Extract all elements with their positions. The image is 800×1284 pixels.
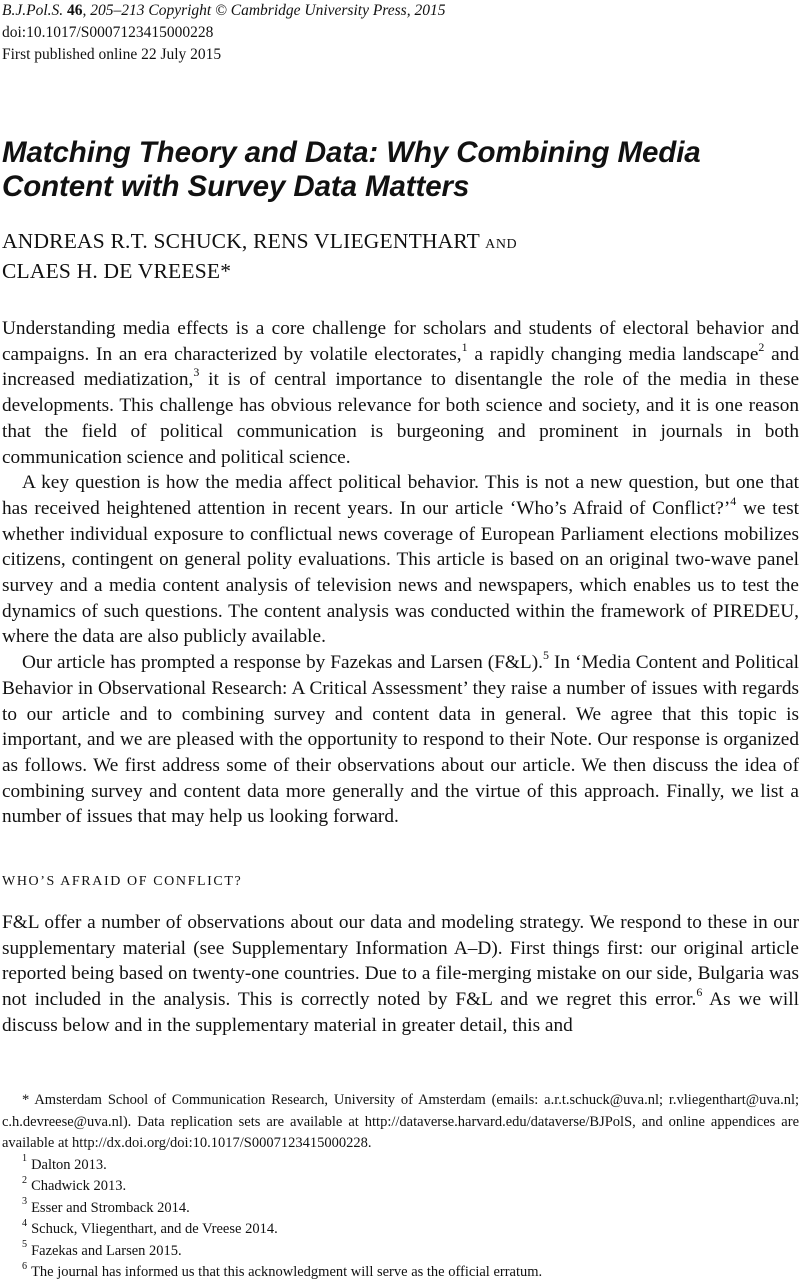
footnote-item	[22, 1198, 799, 1220]
paragraph-3: Our article has prompted a response by Fazekas and Larsen (F&L).$^5$ In ‘Media Content and Political Behavior in Observational Research: A Critical Assessment’ they raise a number of issues with regards to our article and to combining survey and content data in general. We agree that this topic is important, and we are pleased with the opportunity to respond to their Note. Our response is organized as follows. We first address some of their observations about our article. We then discuss the idea of combining survey and content data more generally and the virtue of this approach. Finally, we list a number of issues that may help us looking forward.	[2, 647, 799, 828]
paragraph-2: A key question is how the media affect political behavior. This is not a new question, but one that has received heightened attention in recent years. In our article ‘Who’s Afraid of Conflict?’$^4$ we test whether individual exposure to conflictual news coverage of European Parliament elections mobilizes citizens, contingent on general polity evaluations. This article is based on an original two-wave panel survey and a media content analysis of television news and newspapers, which enables us to test the dynamics of such questions. The content analysis was conducted within the framework of PIREDEU, where the data are also publicly available.	[2, 472, 799, 648]
footnote-text: Dalton 2013.	[31, 1156, 107, 1173]
running-header	[2, 0, 445, 66]
paragraph-4: F&L offer a number of observations about our data and modeling strategy. We respond to these in our supplementary material (see Supplementary Information A–D). First things first: our original article reported being based on twenty-one countries. Due to a file-merging mistake on our side, Bulgaria was not included in the analysis. This is correctly noted by F&L and we regret this error.$^6$ As we will discuss below and in the supplementary material in greater detail, this and	[2, 912, 799, 1036]
doi-line[interactable]: doi:10.1017/S0007123415000228	[2, 24, 214, 41]
title-line-1: Matching Theory and Data: Why Combining Media	[2, 136, 701, 169]
article-body	[2, 316, 799, 830]
footnote-number: 1	[22, 1153, 28, 1165]
author-list	[2, 228, 798, 284]
footnote-item	[22, 1241, 799, 1263]
journal-citation-line	[2, 0, 445, 22]
footnote-number: 4	[22, 1217, 28, 1229]
footnote-ref-2[interactable]: 2	[758, 339, 765, 354]
footnote-text: The journal has informed us that this acknowledgment will serve as the official erratum.	[31, 1264, 543, 1280]
article-title	[2, 136, 798, 204]
footnote-number: 2	[22, 1174, 28, 1186]
footnote-ref-6[interactable]: 6	[696, 984, 703, 999]
authors-line-2: CLAES H. DE VREESE*	[2, 259, 232, 283]
footnote-number: 3	[22, 1196, 28, 1208]
authors-line-1	[2, 228, 798, 258]
footnote-ref-1[interactable]: 1	[461, 339, 468, 354]
footnote-ref-5[interactable]: 5	[542, 647, 549, 662]
footnote-text: Esser and Stromback 2014.	[31, 1199, 190, 1216]
footnotes	[2, 1090, 799, 1284]
author-names-1: ANDREAS R.T. SCHUCK, RENS VLIEGENTHART	[2, 229, 486, 253]
journal-volume: 46	[67, 2, 83, 19]
footnote-ref-4[interactable]: 4	[730, 493, 737, 508]
pages-copyright: , 205–213 Copyright © Cambridge University Press, 2015	[82, 2, 446, 19]
footnote-text: Chadwick 2013.	[31, 1178, 127, 1194]
footnote-affiliation: * Amsterdam School of Communication Research, University of Amsterdam (emails: a.r.t.schuck@uva.nl; r.vliegenthart@uva.nl; c.h.devreese@uva.nl). Data replication sets are available at http://dataverse.harvard.edu/dataverse/BJPolS, and online appendices are available at http://dx.doi.org/doi:10.1017/S0007123415000228.	[2, 1092, 799, 1151]
paragraph-1: Understanding media effects is a core challenge for scholars and students of electoral behavior and campaigns. In an era characterized by volatile electorates,$^1$ a rapidly changing media landscape$^2$ and increased mediatization,$^3$ it is of central importance to disentangle the role of the media in these developments. This challenge has obvious relevance for both science and society, and it is one reason that the field of political communication is burgeoning and prominent in journals in both communication science and political science.	[2, 318, 800, 468]
footnote-text: Fazekas and Larsen 2015.	[31, 1242, 182, 1259]
section-heading: WHO’S AFRAID OF CONFLICT?	[2, 874, 243, 889]
footnote-number: 5	[22, 1239, 28, 1251]
journal-abbrev: B.J.Pol.S.	[2, 2, 64, 19]
published-line: First published online 22 July 2015	[2, 46, 222, 63]
title-line-2: Content with Survey Data Matters	[2, 170, 470, 203]
footnote-text: Schuck, Vliegenthart, and de Vreese 2014.	[31, 1221, 278, 1237]
footnote-item	[22, 1262, 799, 1284]
footnote-item	[22, 1155, 799, 1177]
section-body	[2, 910, 799, 1039]
footnote-item	[22, 1176, 799, 1198]
footnote-ref-3[interactable]: 3	[193, 365, 200, 380]
footnote-item	[22, 1219, 799, 1241]
footnote-number: 6	[22, 1260, 28, 1272]
authors-and: AND	[485, 237, 518, 252]
